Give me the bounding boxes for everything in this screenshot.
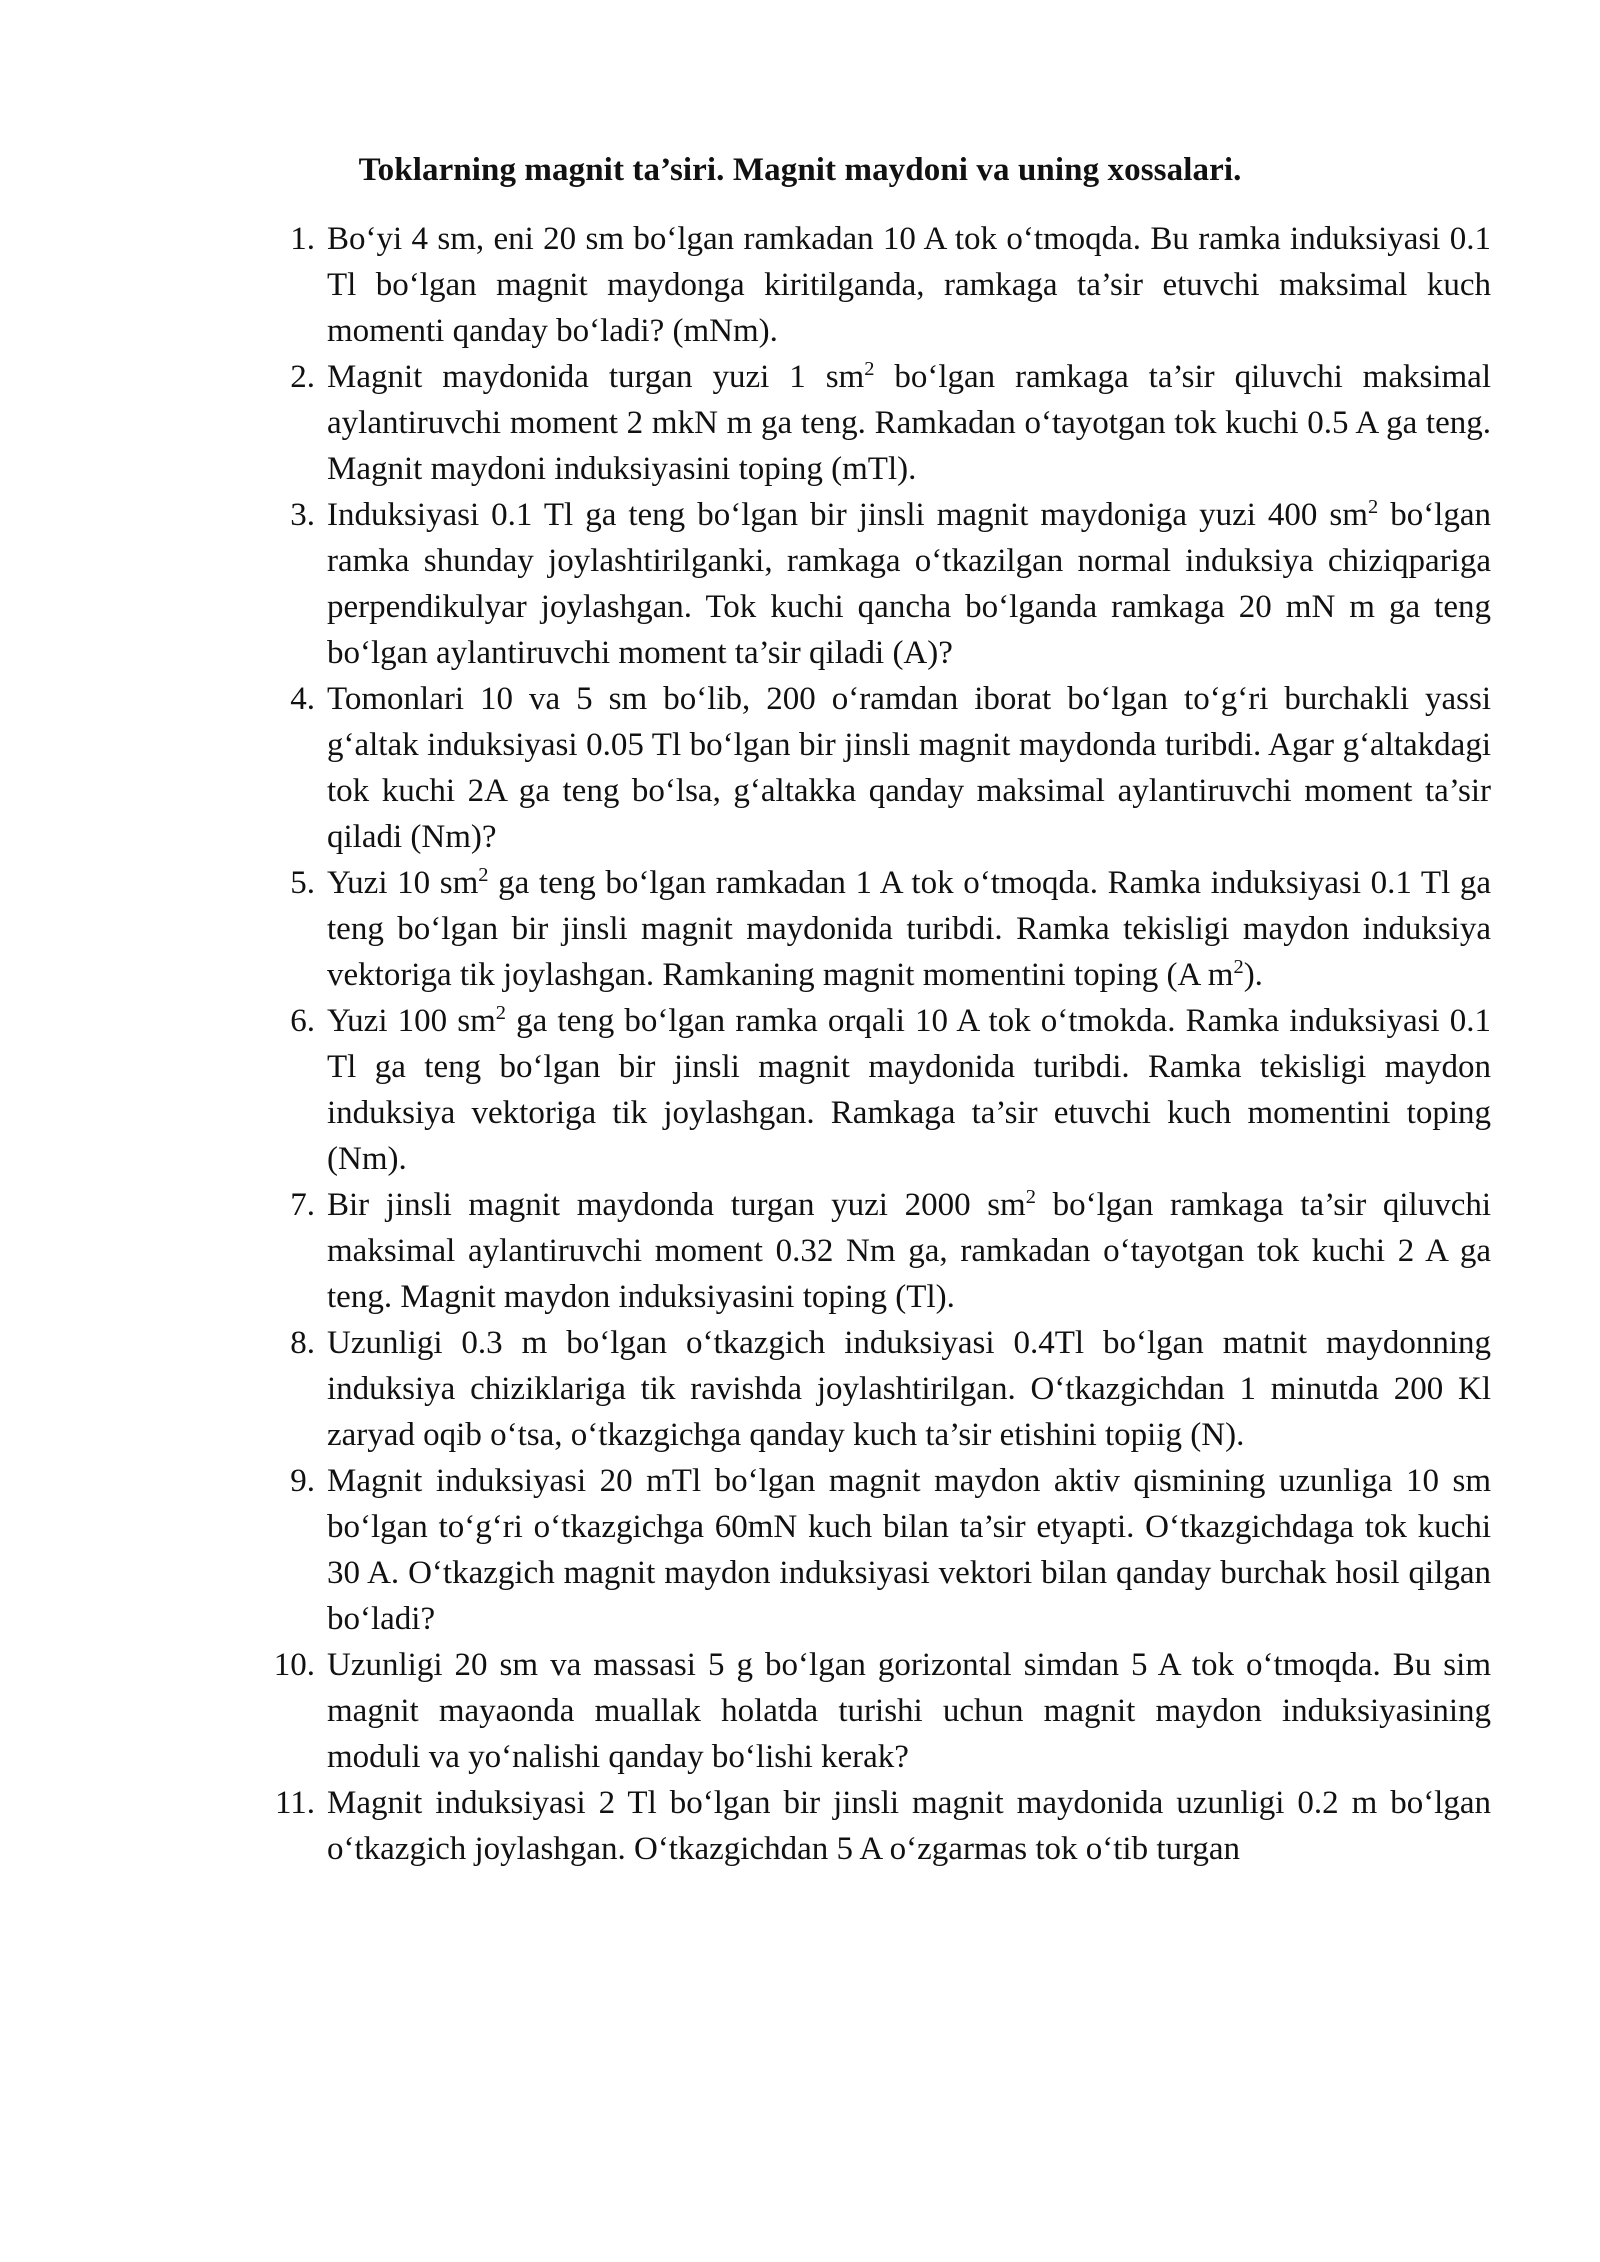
problem-item: [275, 1780, 1491, 1872]
problem-item: [275, 860, 1491, 998]
superscript-exponent: 2: [1367, 496, 1379, 518]
problem-text: Induksiyasi 0.1 Tl ga teng bo‘lgan bir jinsli magnit maydoniga yuzi 400 sm: [327, 497, 1368, 533]
problem-item: [275, 1320, 1491, 1458]
superscript-exponent: 2: [478, 864, 489, 886]
problem-item: [275, 1642, 1491, 1780]
problem-number: 7.: [290, 1187, 315, 1223]
superscript-exponent: 2: [864, 358, 875, 380]
problem-list: [275, 216, 1491, 1872]
problem-number: 11.: [274, 1785, 315, 1821]
problem-text: ga teng bo‘lgan ramkadan 1 A tok o‘tmoqda. Ramka induksiyasi 0.1 Tl ga teng bo‘lgan bir jinsli magnit maydonida turibdi. Ramka tekisligi maydon induksiya vektoriga tik joylashgan. Ramkaning magnit momentini toping (A m: [327, 865, 1492, 993]
problem-text: Uzunligi 0.3 m bo‘lgan o‘tkazgich induksiyasi 0.4Tl bo‘lgan matnit maydonning induksiya chiziklariga tik ravishda joylashtirilgan. O‘tkazgichdan 1 minutda 200 Kl zaryad oqib o‘tsa, o‘tkazgichga qanday kuch ta’sir etishini topiig (N).: [327, 1325, 1491, 1453]
problem-item: [275, 998, 1491, 1182]
problem-item: [275, 216, 1491, 354]
problem-item: [275, 1458, 1491, 1642]
problem-text: bo‘lgan ramkaga ta’sir qiluvchi maksimal aylantiruvchi moment 2 mkN m ga teng. Ramkadan o‘tayotgan tok kuchi 0.5 A ga teng. Magnit maydoni induksiyasini toping (mTl).: [327, 359, 1491, 487]
page-title: Toklarning magnit ta’siri. Magnit maydoni va uning xossalari.: [358, 152, 1242, 188]
problem-number: 4.: [290, 681, 315, 717]
problem-number: 5.: [290, 865, 315, 901]
problem-number: 1.: [290, 221, 315, 257]
problem-item: [275, 676, 1491, 860]
problem-text: Yuzi 100 sm: [327, 1003, 496, 1039]
problem-text: ga teng bo‘lgan ramka orqali 10 A tok o‘tmokda. Ramka induksiyasi 0.1 Tl ga teng bo‘lgan bir jinsli magnit maydonida turibdi. Ramka tekisligi maydon induksiya vektoriga tik joylashgan. Ramkaga ta’sir etuvchi kuch momentini toping (Nm).: [327, 1003, 1491, 1177]
problem-text: Magnit induksiyasi 20 mTl bo‘lgan magnit maydon aktiv qismining uzunliga 10 sm bo‘lgan to‘g‘ri o‘tkazgichga 60mN kuch bilan ta’sir etyapti. O‘tkazgichdaga tok kuchi 30 A. O‘tkazgich magnit maydon induksiyasi vektori bilan qanday burchak hosil qilgan bo‘ladi?: [327, 1463, 1491, 1637]
problem-number: 2.: [290, 359, 315, 395]
problem-number: 10.: [273, 1647, 315, 1683]
problem-item: [275, 492, 1491, 676]
problem-number: 9.: [290, 1463, 315, 1499]
problem-number: 3.: [290, 497, 315, 533]
problem-text: Yuzi 10 sm: [327, 865, 479, 901]
problem-text: Uzunligi 20 sm va massasi 5 g bo‘lgan gorizontal simdan 5 A tok o‘tmoqda. Bu sim magnit mayaonda muallak holatda turishi uchun magnit maydon induksiyasining moduli va yo‘nalishi qanday bo‘lishi kerak?: [327, 1647, 1491, 1775]
superscript-exponent: 2: [1025, 1186, 1036, 1208]
problem-number: 6.: [290, 1003, 315, 1039]
problem-text: ).: [1243, 957, 1263, 993]
problem-text: bo‘lgan ramka shunday joylashtirilganki, ramkaga o‘tkazilgan normal induksiya chiziqpariga perpendikulyar joylashgan. Tok kuchi qancha bo‘lganda ramkaga 20 mN m ga teng bo‘lgan aylantiruvchi moment ta’sir qiladi (A)?: [327, 497, 1491, 671]
problem-item: [275, 354, 1491, 492]
problem-number: 8.: [290, 1325, 315, 1361]
problem-text: Tomonlari 10 va 5 sm bo‘lib, 200 o‘ramdan iborat bo‘lgan to‘g‘ri burchakli yassi g‘altak induksiyasi 0.05 Tl bo‘lgan bir jinsli magnit maydonda turibdi. Agar g‘altakdagi tok kuchi 2A ga teng bo‘lsa, g‘altakka qanday maksimal aylantiruvchi moment ta’sir qiladi (Nm)?: [327, 681, 1491, 855]
problem-text: Bo‘yi 4 sm, eni 20 sm bo‘lgan ramkadan 10 A tok o‘tmoqda. Bu ramka induksiyasi 0.1 Tl bo‘lgan magnit maydonga kiritilganda, ramkaga ta’sir etuvchi maksimal kuch momenti qanday bo‘ladi? (mNm).: [327, 221, 1491, 349]
problem-item: [275, 1182, 1491, 1320]
problem-text: Magnit maydonida turgan yuzi 1 sm: [327, 359, 865, 395]
superscript-exponent: 2: [495, 1002, 506, 1024]
superscript-exponent: 2: [1233, 956, 1244, 978]
problem-text: bo‘lgan ramkaga ta’sir qiluvchi maksimal aylantiruvchi moment 0.32 Nm ga, ramkadan o‘tayotgan tok kuchi 2 A ga teng. Magnit maydon induksiyasini toping (Tl).: [327, 1187, 1492, 1315]
problem-text: Magnit induksiyasi 2 Tl bo‘lgan bir jinsli magnit maydonida uzunligi 0.2 m bo‘lgan o‘tkazgich joylashgan. O‘tkazgichdan 5 A o‘zgarmas tok o‘tib turgan: [327, 1785, 1491, 1867]
problem-text: Bir jinsli magnit maydonda turgan yuzi 2000 sm: [327, 1187, 1026, 1223]
